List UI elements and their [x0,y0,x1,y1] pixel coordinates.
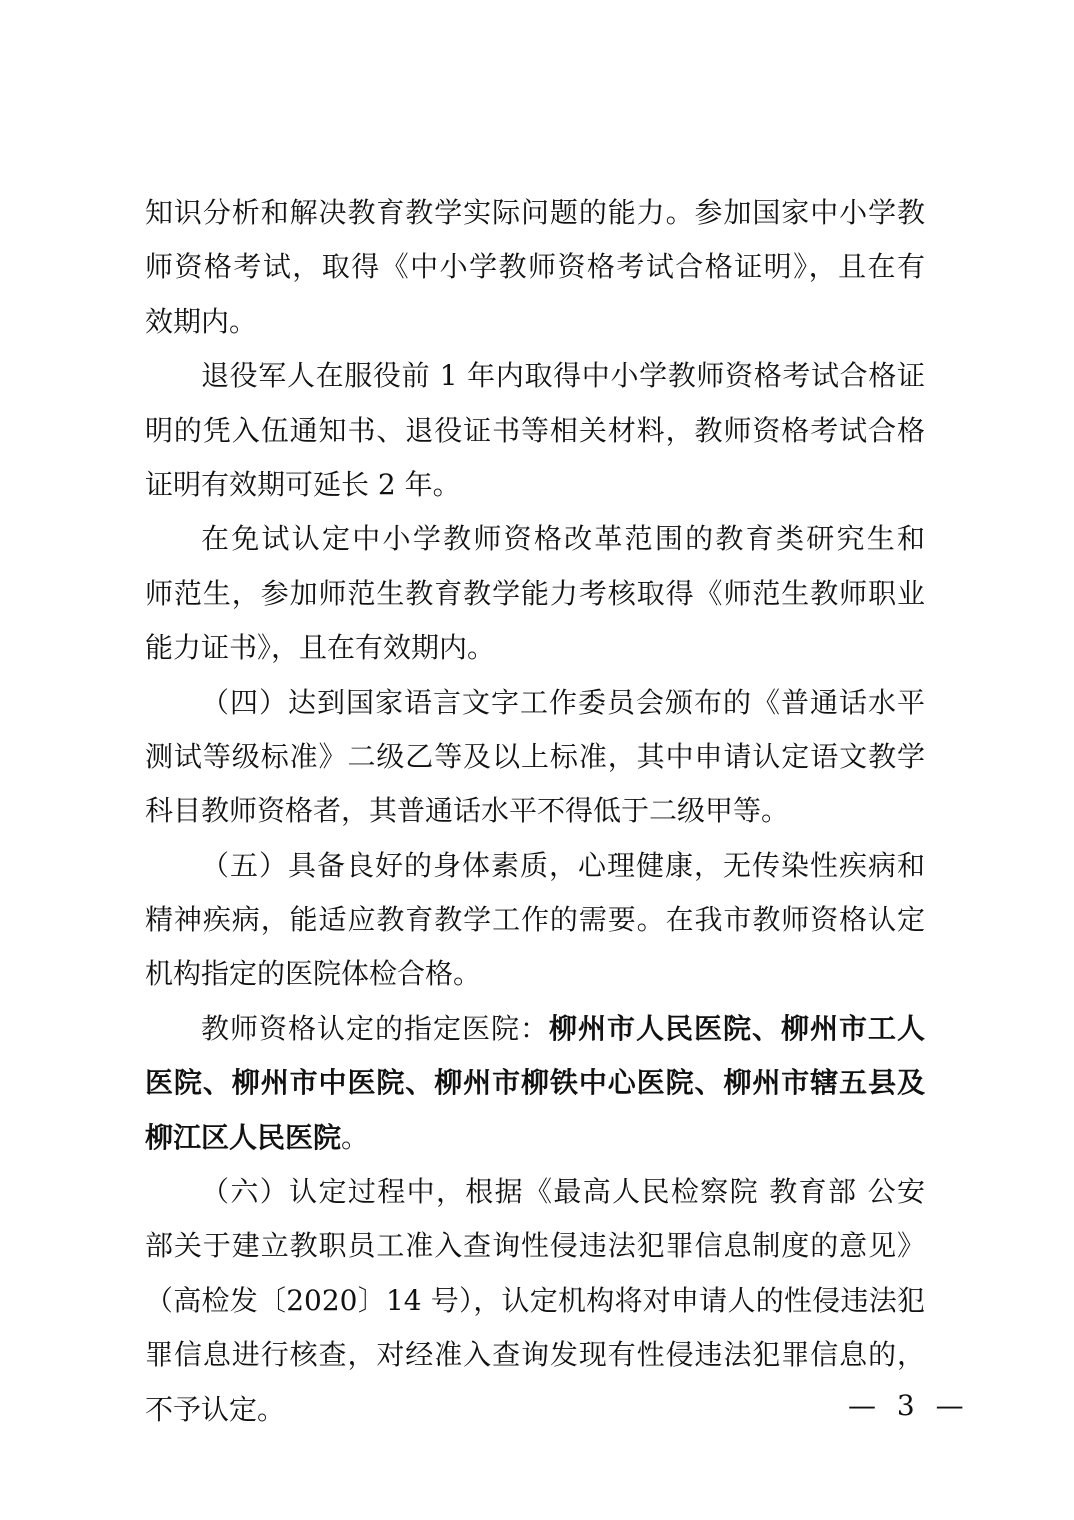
section-five-start: （五）具备良好的身体素质，心理健康，无传染性疾病和 [201,848,925,882]
text-line: 能力证书》，且在有效期内。 [145,631,496,665]
section-six-start: （六）认定过程中，根据《最高人民检察院 教育部 公安 [201,1175,925,1209]
page-number: — 3 — [848,1389,970,1422]
paragraph-veterans-start: 退役军人在服役前 1 年内取得中小学教师资格考试合格证 [201,359,925,393]
text-line: 知识分析和解决教育教学实际问题的能力。参加国家中小学教 [145,196,925,229]
text-line: 机构指定的医院体检合格。 [145,957,482,991]
hospitals-list: 柳州市人民医院、柳州市工人 [549,1011,925,1045]
paragraph-exempt-start: 在免试认定中小学教师资格改革范围的教育类研究生和 [201,522,925,556]
hospitals-period: 。 [341,1120,370,1154]
body-text [145,186,925,1437]
hospitals-line [145,1056,925,1110]
hospitals-list: 柳江区人民医院 [145,1120,342,1154]
hospitals-line [145,1002,925,1056]
text-line: 罪信息进行核查，对经准入查询发现有性侵违法犯罪信息的， [145,1338,925,1372]
text-line: 精神疾病，能适应教育教学工作的需要。在我市教师资格认定 [145,903,925,937]
text-line: 效期内。 [145,304,258,338]
text-line: 师范生，参加师范生教育教学能力考核取得《师范生教师职业 [145,576,925,610]
text-line: 师资格考试，取得《中小学教师资格考试合格证明》，且在有 [145,250,925,284]
hospitals-list: 医院、柳州市中医院、柳州市柳铁中心医院、柳州市辖五县及 [145,1066,925,1100]
section-four-start: （四）达到国家语言文字工作委员会颁布的《普通话水平 [201,685,925,719]
text-line: 测试等级标准》二级乙等及以上标准，其中申请认定语文教学 [145,739,925,773]
text-line: （高检发〔2020〕14 号），认定机构将对申请人的性侵违法犯 [145,1283,925,1317]
text-line: 明的凭入伍通知书、退役证书等相关材料，教师资格考试合格 [145,413,925,447]
text-line: 不予认定。 [145,1392,286,1426]
hospitals-label: 教师资格认定的指定医院： [201,1011,549,1045]
text-line: 证明有效期可延长 2 年。 [145,467,461,501]
hospitals-line [145,1111,925,1165]
text-line: 部关于建立教职员工准入查询性侵违法犯罪信息制度的意见》 [145,1229,925,1263]
text-line: 科目教师资格者，其普通话水平不得低于二级甲等。 [145,794,790,828]
